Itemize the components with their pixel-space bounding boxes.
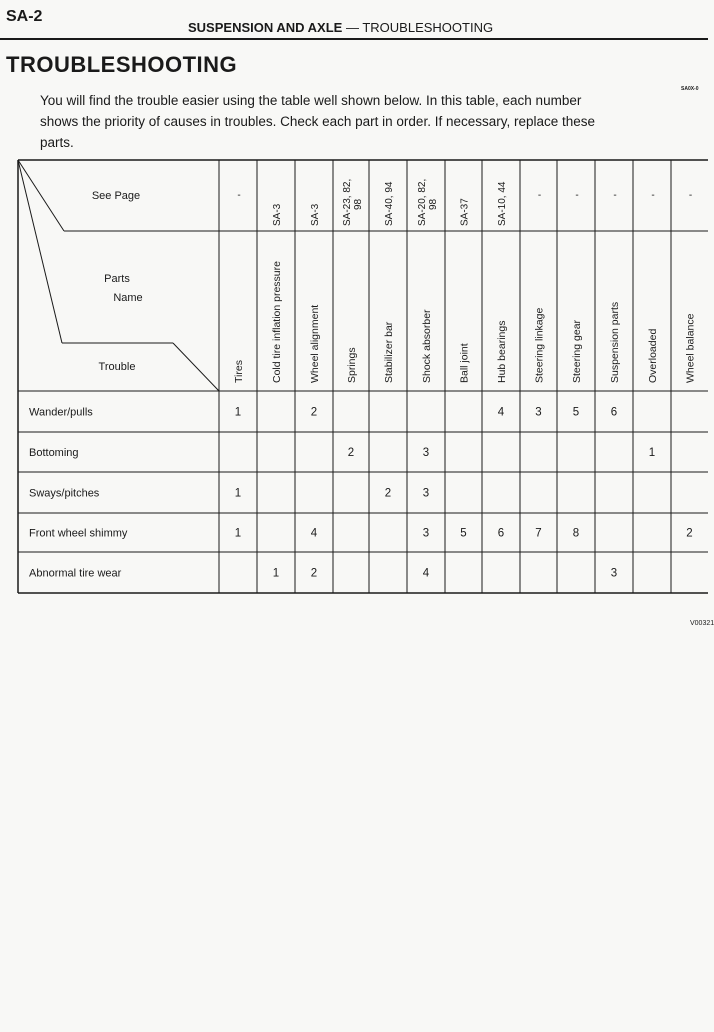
part-name-label: Overloaded [647,328,659,383]
see-page-ref: SA-10, 44 [497,181,508,226]
part-name-label: Steering linkage [533,307,546,383]
see-page-dash: - [651,190,655,201]
priority-value: 2 [384,487,392,500]
figure-code: V00321 [690,620,714,627]
part-name-label: Hub bearings [496,320,508,383]
priority-value: 6 [610,406,618,419]
part-name-label: Springs [346,347,358,383]
priority-value: 8 [572,527,580,540]
running-header-separator: — [342,20,363,35]
intro-line-3: parts. [40,135,74,150]
priority-value: 4 [422,567,430,580]
intro-line-2: shows the priority of causes in troubles. Check each part in order. If necessary, replace these [40,114,596,129]
priority-value: 5 [460,527,467,540]
part-name-label: Wheel balance [684,313,697,383]
see-page-ref: SA-3 [310,203,321,226]
running-header-section: SUSPENSION AND AXLE [188,20,343,35]
priority-value: 3 [422,487,430,500]
name-label: Name [113,292,143,304]
priority-value: 1 [272,567,280,580]
priority-value: 3 [422,527,430,540]
see-page-ref-cont: 98 [428,198,439,210]
part-name-label: Stabilizer bar [383,321,395,383]
priority-value: 3 [535,406,542,419]
page-title: TROUBLESHOOTING [6,52,238,77]
trouble-name: Sways/pitches [29,487,100,500]
priority-value: 2 [310,567,318,580]
page-number: SA-2 [6,8,43,25]
priority-value: 3 [610,567,618,580]
see-page-ref: SA-3 [272,203,283,226]
part-name-label: Suspension parts [609,301,621,383]
see-page-ref: SA-20, 82, [417,178,428,226]
priority-value: 4 [497,406,505,419]
part-name-label: Wheel alignment [309,304,321,383]
parts-label: Parts [104,273,130,285]
priority-value: 1 [234,487,242,500]
see-page-dash: - [537,190,542,201]
see-page-ref-cont: 98 [353,198,364,210]
trouble-name: Abnormal tire wear [29,567,122,580]
see-page-ref: SA-23, 82, [342,178,353,226]
part-name-label: Steering gear [571,319,583,383]
see-page-ref: SA-37 [459,198,471,226]
priority-value: 2 [310,406,318,419]
see-page-dash: - [237,190,241,201]
trouble-name: Wander/pulls [29,406,93,419]
corner-diagonal-1 [18,160,64,231]
see-page-dash: - [575,190,579,201]
corner-diagonal-2 [18,160,62,343]
priority-value: 5 [572,406,580,419]
see-page-label: See Page [91,190,141,202]
running-header-subsection: TROUBLESHOOTING [362,20,494,35]
priority-value: 7 [535,527,542,540]
see-page-dash: - [613,190,617,201]
section-tag: SA0X-0 [681,86,699,92]
trouble-name: Bottoming [29,447,79,459]
part-name-label: Cold tire inflation pressure [271,261,283,383]
part-name-label: Shock absorber [421,309,433,383]
priority-value: 1 [648,447,656,459]
trouble-name: Front wheel shimmy [29,527,128,540]
intro-line-1: You will find the trouble easier using the table well shown below. In this table, each number [40,93,582,108]
priority-value: 2 [347,447,355,459]
priority-value: 2 [686,527,693,540]
priority-value: 1 [234,527,242,540]
see-page-dash: - [688,190,693,201]
priority-value: 4 [310,527,318,540]
priority-value: 6 [497,527,505,540]
priority-value: 1 [234,406,242,419]
priority-value: 3 [422,447,430,459]
see-page-ref: SA-40, 94 [384,181,395,226]
trouble-label: Trouble [98,361,136,373]
part-name-label: Ball joint [458,343,471,383]
part-name-label: Tires [233,360,245,383]
corner-diagonal-3 [173,343,219,391]
